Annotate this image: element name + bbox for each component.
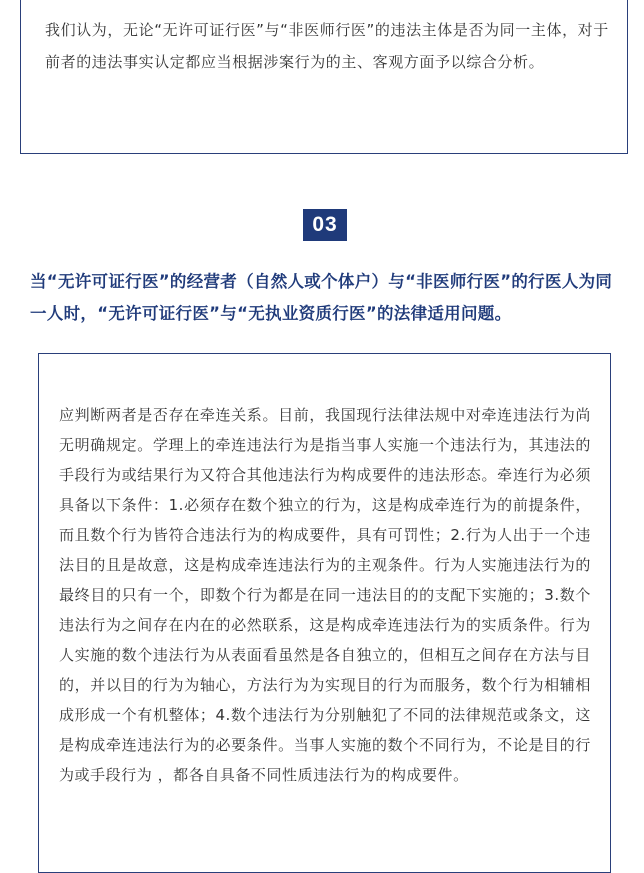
section-number-badge: 03 [303,209,347,241]
intro-box [20,0,628,154]
body-paragraph: 应判断两者是否存在牵连关系。目前，我国现行法律法规中对牵连违法行为尚无明确规定。学理上的牵连违法行为是指当事人实施一个违法行为，其违法的手段行为或结果行为又符合其他违法行为构成要件的违法形态。牵连行为必须具备以下条件：1.必须存在数个独立的行为，这是构成牵连行为的前提条件，而且数个行为皆符合违法行为的构成要件，具有可罚性；2.行为人出于一个违法目的且是故意，这是构成牵连违法行为的主观条件。行为人实施违法行为的最终目的只有一个，即数个行为都是在同一违法目的的支配下实施的；3.数个违法行为之间存在内在的必然联系，这是构成牵连违法行为的实质条件。行为人实施的数个违法行为从表面看虽然是各自独立的，但相互之间存在方法与目的，并以目的行为为轴心，方法行为为实现目的行为而服务，数个行为相辅相成形成一个有机整体；4.数个违法行为分别触犯了不同的法律规范或条文，这是构成牵连违法行为的必要条件。当事人实施的数个不同行为，不论是目的行为或手段行为 ，都各自具备不同性质违法行为的构成要件。 [59,406,591,784]
intro-paragraph: 我们认为，无论“无许可证行医”与“非医师行医”的违法主体是否为同一主体，对于前者的违法事实认定都应当根据涉案行为的主、客观方面予以综合分析。 [45,21,609,71]
body-box [38,353,611,873]
section-heading: 当“无许可证行医”的经营者（自然人或个体户）与“非医师行医”的行医人为同一人时，“无许可证行医”与“无执业资质行医”的法律适用问题。 [30,272,613,323]
